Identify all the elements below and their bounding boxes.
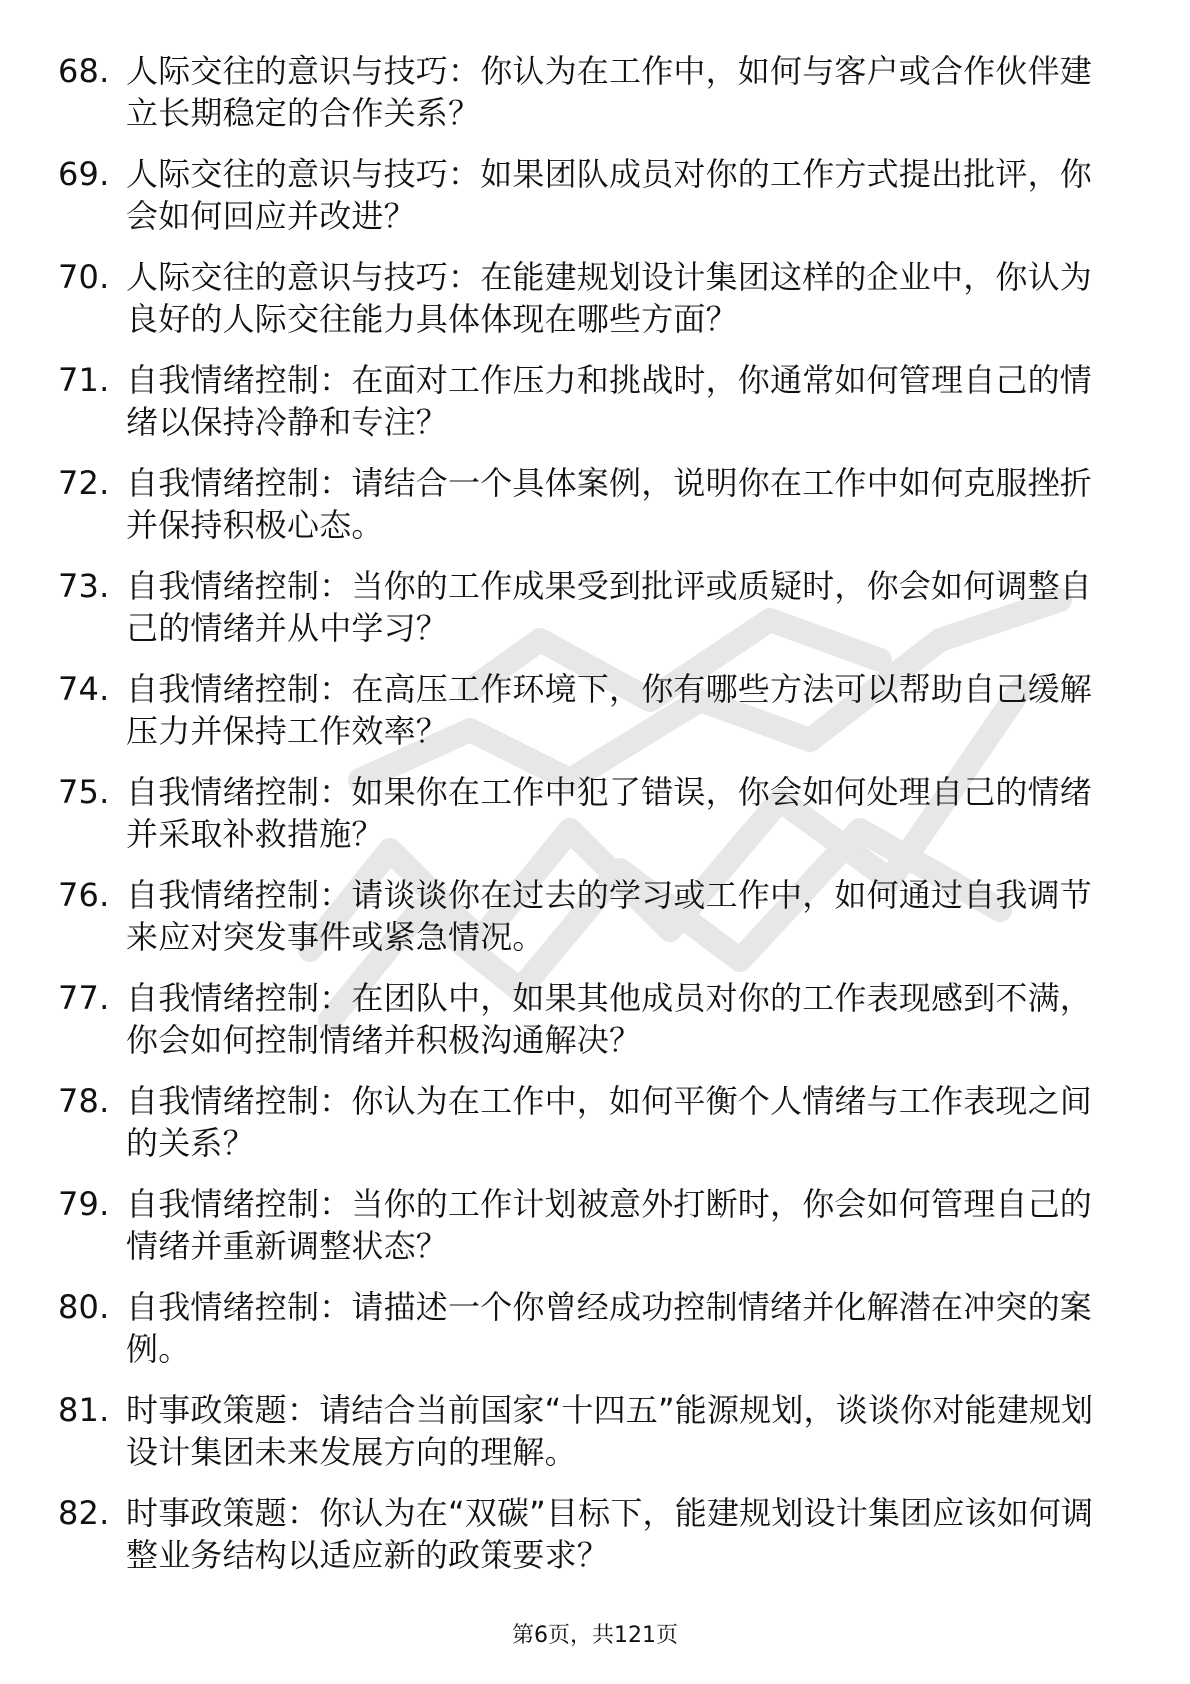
question-number: 69. [58, 155, 110, 193]
list-item [58, 153, 1118, 237]
list-item [58, 668, 1118, 752]
list-item [58, 1080, 1118, 1164]
question-text: 自我情绪控制：当你的工作成果受到批评或质疑时，你会如何调整自己的情绪并从中学习？ [126, 567, 1093, 647]
question-text: 时事政策题：请结合当前国家“十四五”能源规划，谈谈你对能建规划设计集团未来发展方向的理解。 [126, 1391, 1094, 1471]
question-text: 人际交往的意识与技巧：如果团队成员对你的工作方式提出批评，你会如何回应并改进？ [126, 155, 1093, 235]
question-number: 75. [58, 773, 110, 811]
question-text: 自我情绪控制：请结合一个具体案例，说明你在工作中如何克服挫折并保持积极心态。 [126, 464, 1093, 544]
question-text: 自我情绪控制：如果你在工作中犯了错误，你会如何处理自己的情绪并采取补救措施？ [126, 773, 1093, 853]
question-number: 78. [58, 1082, 110, 1120]
list-item [58, 50, 1118, 134]
question-text: 自我情绪控制：你认为在工作中，如何平衡个人情绪与工作表现之间的关系？ [126, 1082, 1093, 1162]
list-item [58, 1286, 1118, 1370]
list-item [58, 256, 1118, 340]
list-item [58, 874, 1118, 958]
question-number: 76. [58, 876, 110, 914]
question-text: 自我情绪控制：当你的工作计划被意外打断时，你会如何管理自己的情绪并重新调整状态？ [126, 1185, 1093, 1265]
list-item [58, 1492, 1118, 1576]
question-text: 自我情绪控制：请谈谈你在过去的学习或工作中，如何通过自我调节来应对突发事件或紧急情况。 [126, 876, 1093, 956]
question-number: 81. [58, 1391, 110, 1429]
page-footer [0, 1622, 1190, 1650]
list-item [58, 771, 1118, 855]
question-number: 73. [58, 567, 110, 605]
list-item [58, 1183, 1118, 1267]
list-item [58, 977, 1118, 1061]
question-number: 82. [58, 1494, 110, 1532]
question-number: 70. [58, 258, 110, 296]
list-item [58, 359, 1118, 443]
list-item [58, 462, 1118, 546]
question-number: 74. [58, 670, 110, 708]
question-number: 68. [58, 52, 110, 90]
list-item [58, 565, 1118, 649]
question-text: 人际交往的意识与技巧：你认为在工作中，如何与客户或合作伙伴建立长期稳定的合作关系？ [126, 52, 1093, 132]
question-number: 71. [58, 361, 110, 399]
list-item [58, 1389, 1118, 1473]
question-number: 80. [58, 1288, 110, 1326]
question-text: 自我情绪控制：在面对工作压力和挑战时，你通常如何管理自己的情绪以保持冷静和专注？ [126, 361, 1093, 441]
question-number: 79. [58, 1185, 110, 1223]
question-text: 人际交往的意识与技巧：在能建规划设计集团这样的企业中，你认为良好的人际交往能力具体体现在哪些方面？ [126, 258, 1093, 338]
page-number-label: 第6页，共121页 [512, 1623, 678, 1648]
question-text: 自我情绪控制：请描述一个你曾经成功控制情绪并化解潜在冲突的案例。 [126, 1288, 1093, 1368]
question-list [58, 50, 1118, 1595]
question-text: 自我情绪控制：在团队中，如果其他成员对你的工作表现感到不满，你会如何控制情绪并积极沟通解决？ [126, 979, 1093, 1059]
question-text: 时事政策题：你认为在“双碳”目标下，能建规划设计集团应该如何调整业务结构以适应新的政策要求？ [126, 1494, 1094, 1574]
question-number: 77. [58, 979, 110, 1017]
question-number: 72. [58, 464, 110, 502]
question-text: 自我情绪控制：在高压工作环境下，你有哪些方法可以帮助自己缓解压力并保持工作效率？ [126, 670, 1093, 750]
